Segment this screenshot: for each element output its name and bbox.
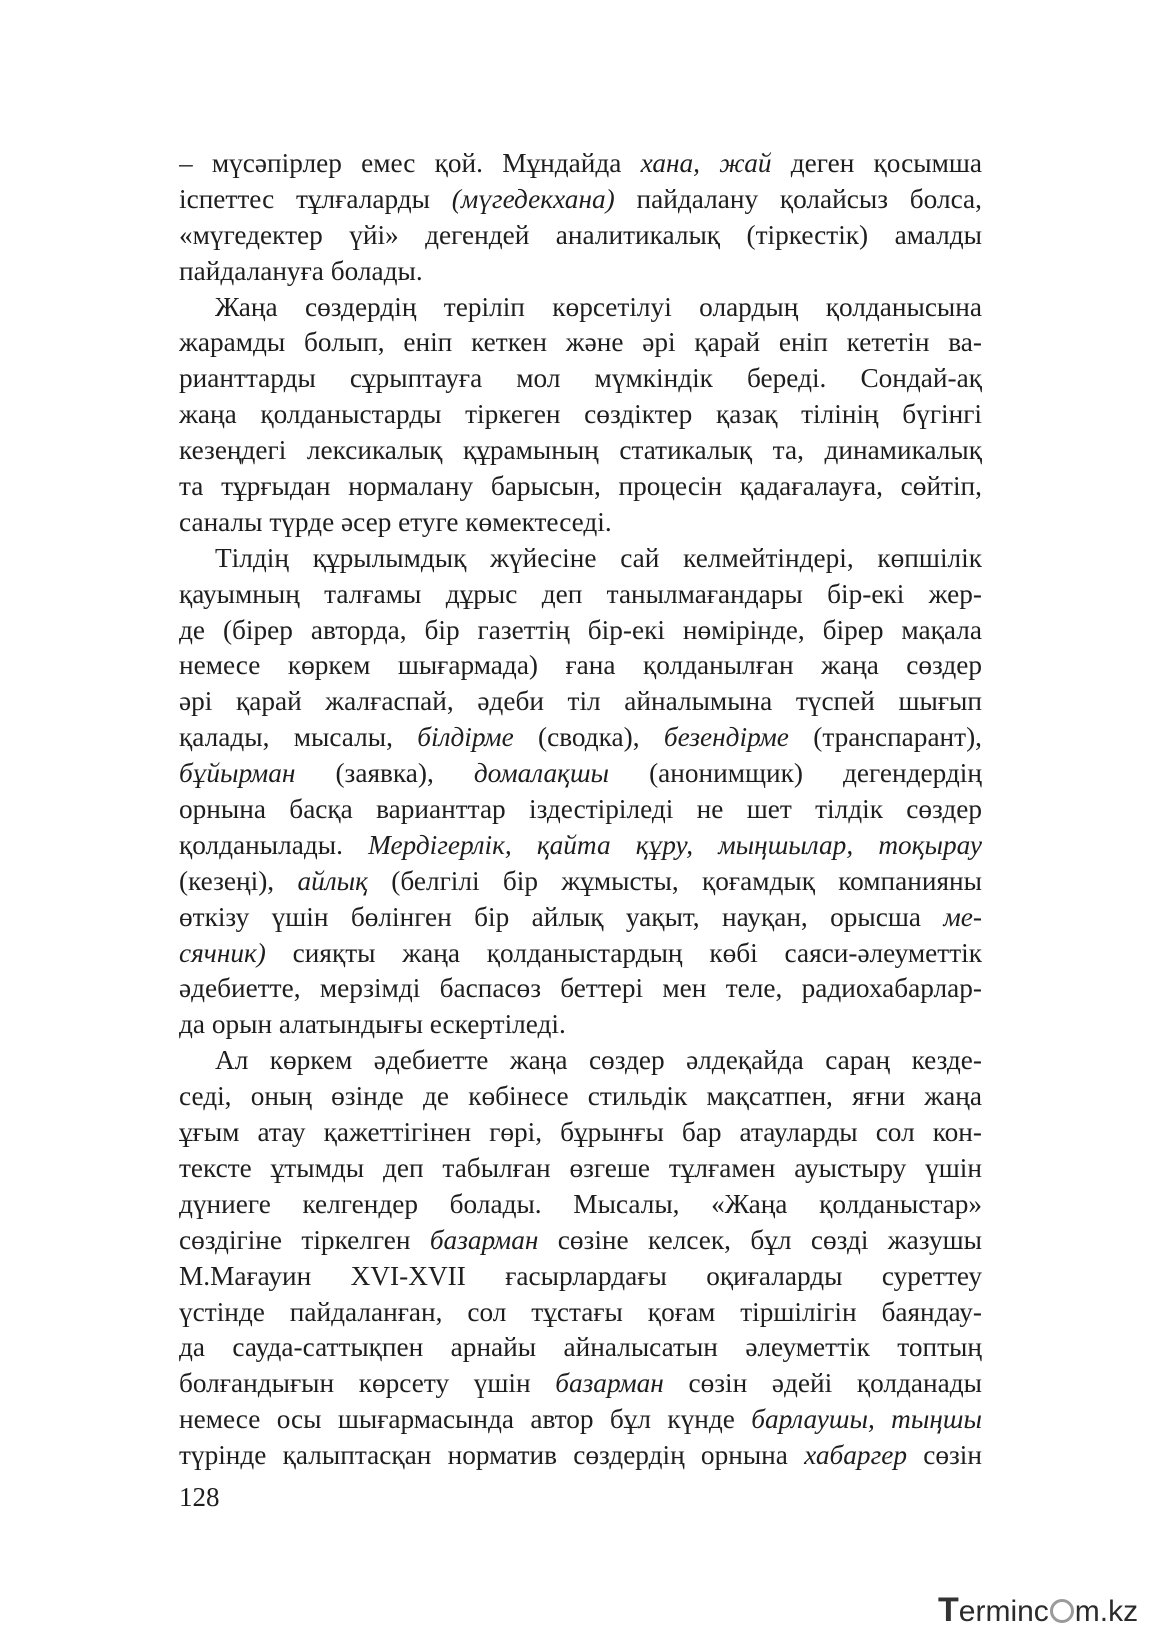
text-line [179, 361, 982, 397]
text-segment: пайдалануға болады. [179, 255, 423, 286]
text-line [179, 1115, 982, 1151]
text-segment: (транспарант), [788, 722, 982, 753]
text-line [179, 218, 982, 254]
italic-term: ме- [943, 901, 982, 932]
text-segment: ұғым атау қажеттігінен гөрі, бұрынғы бар атауларды сол кон- [179, 1117, 982, 1148]
text-segment: Жаңа сөздердің теріліп көрсетілуі олардың қолданысына [215, 291, 982, 322]
text-line [179, 577, 982, 613]
text-segment: Тілдің құрылымдық жүйесіне сай келмейтіндері, көпшілік [215, 542, 982, 573]
text-line [179, 182, 982, 218]
text-line [179, 684, 982, 720]
text-line [179, 397, 982, 433]
text-segment: (кезеңі), [179, 865, 298, 896]
body-text [179, 146, 982, 1474]
text-segment: дүниеге келгендер болады. Мысалы, «Жаңа қолданыстар» [179, 1188, 982, 1219]
italic-term: барлаушы, тыңшы [751, 1404, 982, 1435]
text-segment: да сауда-саттықпен арнайы айналысатын әлеуметтік топтың [179, 1332, 982, 1363]
text-segment: түрінде қалыптасқан норматив сөздердің орнына [179, 1440, 805, 1471]
italic-term: домалақшы [473, 758, 610, 789]
text-segment: әрі қарай жалғаспай, әдеби тіл айналымына түспей шығып [179, 686, 982, 717]
text-line [179, 613, 982, 649]
text-segment: тексте ұтымды деп табылған өзгеше тұлғамен ауыстыру үшін [179, 1152, 982, 1183]
text-segment: іспеттес тұлғаларды [179, 183, 452, 214]
text-line [179, 1007, 982, 1043]
text-line [179, 720, 982, 756]
text-segment: сөздігіне тіркелген [179, 1224, 430, 1255]
italic-term: білдірме [417, 722, 514, 753]
text-segment: (анонимщик) дегендердің [609, 758, 982, 789]
text-line [179, 505, 982, 541]
text-line [179, 541, 982, 577]
text-segment: седі, оның өзінде де көбінесе стильдік мақсатпен, яғни жаңа [179, 1081, 982, 1112]
text-segment: немесе осы шығармасында автор бұл күнде [179, 1404, 752, 1435]
watermark-text-part1: erminc [958, 1595, 1049, 1628]
site-watermark-logo [938, 1590, 1144, 1630]
text-segment: да орын алатындығы ескертіледі. [179, 1009, 566, 1040]
text-line [179, 469, 982, 505]
text-line [179, 146, 982, 182]
text-line [179, 1295, 982, 1331]
text-line [179, 325, 982, 361]
text-segment: (заявка), [295, 758, 474, 789]
text-segment: жаңа қолданыстарды тіркеген сөздіктер қазақ тілінің бүгінгі [179, 399, 982, 430]
italic-term: сячник) [179, 937, 266, 968]
text-segment: (белгілі бір жұмысты, қоғамдық компанияны [367, 865, 982, 896]
watermark-letter-t: T [938, 1591, 959, 1629]
italic-term: айлық [297, 865, 368, 896]
italic-term: бұйырман [179, 758, 296, 789]
text-segment: сөзіне келсек, бұл сөзді жазушы [538, 1224, 982, 1255]
text-line [179, 1079, 982, 1115]
italic-term: базарман [555, 1368, 664, 1399]
text-segment: та тұрғыдан нормалану барысын, процесін қадағалауға, сөйтіп, [179, 471, 982, 502]
text-line [179, 648, 982, 684]
text-segment: өткізу үшін бөлінген бір айлық уақыт, науқан, орысша [179, 901, 944, 932]
text-line [179, 756, 982, 792]
text-line [179, 1366, 982, 1402]
text-segment: М.Мағауин XVI-XVII ғасырлардағы оқиғаларды суреттеу [179, 1260, 982, 1291]
text-segment: әдебиетте, мерзімді баспасөз беттері мен теле, радиохабарлар- [179, 973, 982, 1004]
text-line [179, 828, 982, 864]
text-segment: пайдалану қолайсыз болса, [614, 183, 982, 214]
text-segment: үстінде пайдаланған, сол тұстағы қоғам тіршілігін баяндау- [179, 1296, 982, 1327]
page-number: 128 [179, 1482, 220, 1512]
text-line [179, 864, 982, 900]
text-segment: қолданылады. [179, 829, 369, 860]
text-line [179, 1402, 982, 1438]
italic-term: безендірме [663, 722, 789, 753]
text-line [179, 1043, 982, 1079]
text-segment: деген қосымша [771, 148, 982, 178]
text-segment: де (бірер авторда, бір газеттің бір-екі нөмірінде, бірер мақала [179, 614, 982, 645]
text-line [179, 433, 982, 469]
text-line [179, 1151, 982, 1187]
text-line [179, 900, 982, 936]
italic-term: (мүгедекхана) [451, 183, 615, 214]
text-line [179, 290, 982, 326]
text-line [179, 971, 982, 1007]
text-line [179, 1330, 982, 1366]
text-line [179, 936, 982, 972]
text-segment: Ал көркем әдебиетте жаңа сөздер әлдеқайда сараң кезде- [215, 1045, 982, 1076]
text-segment: немесе көркем шығармада) ғана қолданылған жаңа сөздер [179, 650, 982, 681]
text-line [179, 1187, 982, 1223]
text-segment: саналы түрде әсер етуге көмектеседі. [179, 506, 612, 537]
text-segment: сөзін [907, 1440, 982, 1471]
text-segment: сияқты жаңа қолданыстардың көбі саяси-әлеуметтік [265, 937, 982, 968]
text-segment: (сводка), [513, 722, 664, 753]
text-segment: – мүсәпірлер емес қой. Мұндайда [179, 148, 641, 178]
italic-term: базарман [429, 1224, 539, 1255]
text-segment: сөзін әдейі қолданады [663, 1368, 982, 1399]
text-line [179, 254, 982, 290]
text-segment: рианттарды сұрыптауға мол мүмкіндік береді. Сондай-ақ [179, 363, 982, 394]
text-line [179, 1259, 982, 1295]
italic-term: хана, жай [640, 148, 772, 178]
italic-term: Мердігерлік, қайта құру, мыңшылар, тоқырау [368, 829, 982, 860]
text-segment: орнына басқа варианттар іздестіріледі не шет тілдік сөздер [179, 794, 982, 825]
text-segment: «мүгедектер үйі» дегендей аналитикалық (тіркестік) амалды [179, 219, 982, 250]
text-segment: кезеңдегі лексикалық құрамының статикалық та, динамикалық [179, 435, 982, 466]
text-segment: қалады, мысалы, [179, 722, 418, 753]
text-segment: қауымның талғамы дұрыс деп танылмағандары бір-екі жер- [179, 578, 982, 609]
italic-term: хабаргер [804, 1440, 907, 1471]
text-line [179, 1223, 982, 1259]
text-line [179, 792, 982, 828]
text-line [179, 1438, 982, 1474]
watermark-text-part2: m.kz [1074, 1595, 1139, 1628]
watermark-circle-icon [1050, 1599, 1074, 1623]
text-segment: болғандығын көрсету үшін [179, 1368, 556, 1399]
text-segment: жарамды болып, еніп кеткен және әрі қарай еніп кететін ва- [179, 327, 982, 358]
